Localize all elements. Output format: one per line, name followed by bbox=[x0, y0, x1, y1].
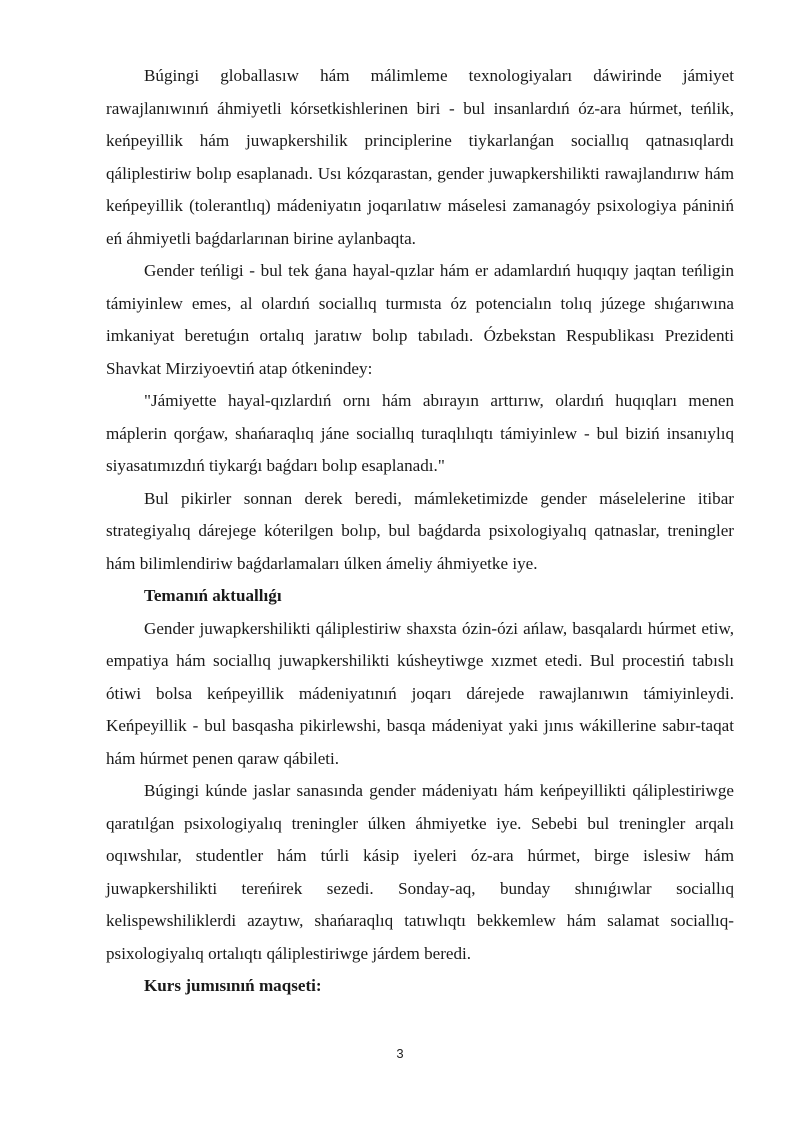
paragraph-gender-equality: Gender teńligi - bul tek ǵana hayal-qızlar hám er adamlardıń huqıqıy jaqtan teńligin támiyinlew emes, al olardıń sociallıq turmısta óz potencialın tolıq júzege shıǵarıwına imkaniyat beretuǵın ortalıq jaratıw bolıp tabıladı. Ózbekstan Respublikası Prezidenti Shavkat Mirziyoevtiń atap ótkenindey: bbox=[106, 261, 734, 378]
paragraph-strategy: Bul pikirler sonnan derek beredi, mámleketimizde gender máselelerine itibar strategiyalıq dárejege kóterilgen bolıp, bul baǵdarda psixologiyalıq qatnaslar, treningler hám bilimlendiriw baǵdarlamaları úlken ámeliy áhmiyetke iye. bbox=[106, 488, 734, 573]
section-heading-relevance: Temanıń aktuallıǵı bbox=[144, 586, 282, 605]
section-heading-goal: Kurs jumısınıń maqseti: bbox=[144, 976, 322, 995]
paragraph-responsibility: Gender juwapkershilikti qáliplestiriw shaxsta ózin-ózi ańlaw, basqalardı húrmet etiw, empatiya hám sociallıq juwapkershilikti kúsheytiwge xızmet etedi. Bul procestiń tabıslı ótiwi bolsa keńpeyillik mádeniyatınıń joqarı dárejede rawajlanıwın támiyinleydi. Keńpeyillik - bul basqasha pikirlewshi, basqa mádeniyat yaki jınıs wákillerine sabır-taqat hám húrmet penen qaraw qábileti. bbox=[106, 618, 734, 768]
paragraph-trainings: Búgingi kúnde jaslar sanasında gender mádeniyatı hám keńpeyillikti qáliplestiriwge qaratılǵan psixologiyalıq treningler úlken áhmiyetke iye. Sebebi bul treningler arqalı oqıwshılar, studentler hám túrli kásip iyeleri óz-ara húrmet, birge islesiw hám juwapkershilikti tereńirek sezedi. Sonday-aq, bunday shınıǵıwlar sociallıq kelispewshiliklerdi azaytıw, shańaraqlıq tatıwlıqtı bekkemlew hám salamat sociallıq-psixologiyalıq ortalıqtı qáliplestiriwge járdem beredi. bbox=[106, 781, 734, 963]
page-number: 3 bbox=[396, 1046, 404, 1061]
document-body bbox=[106, 60, 734, 1003]
paragraph-quote: "Jámiyette hayal-qızlardıń ornı hám abırayın arttırıw, olardıń huqıqları menen máplerin qorǵaw, shańaraqlıq jáne sociallıq turaqlılıqtı támiyinlew - bul biziń insanıylıq siyasatımızdıń tiykarǵı baǵdarı bolıp esaplanadı." bbox=[106, 391, 734, 475]
paragraph-intro: Búgingi globallasıw hám málimleme texnologiyaları dáwirinde jámiyet rawajlanıwınıń áhmiyetli kórsetkishlerinen biri - bul insanlardıń óz-ara húrmet, teńlik, keńpeyillik hám juwapkershilik principlerine tiykarlanǵan sociallıq qatnasıqlardı qáliplestiriw bolıp esaplanadı. Usı kózqarastan, gender juwapkershilikti rawajlandırıw hám keńpeyillik (tolerantlıq) mádeniyatın joqarılatıw máselesi zamanagóy psixologiya pániniń eń áhmiyetli baǵdarlarınan birine aylanbaqta. bbox=[106, 66, 734, 248]
